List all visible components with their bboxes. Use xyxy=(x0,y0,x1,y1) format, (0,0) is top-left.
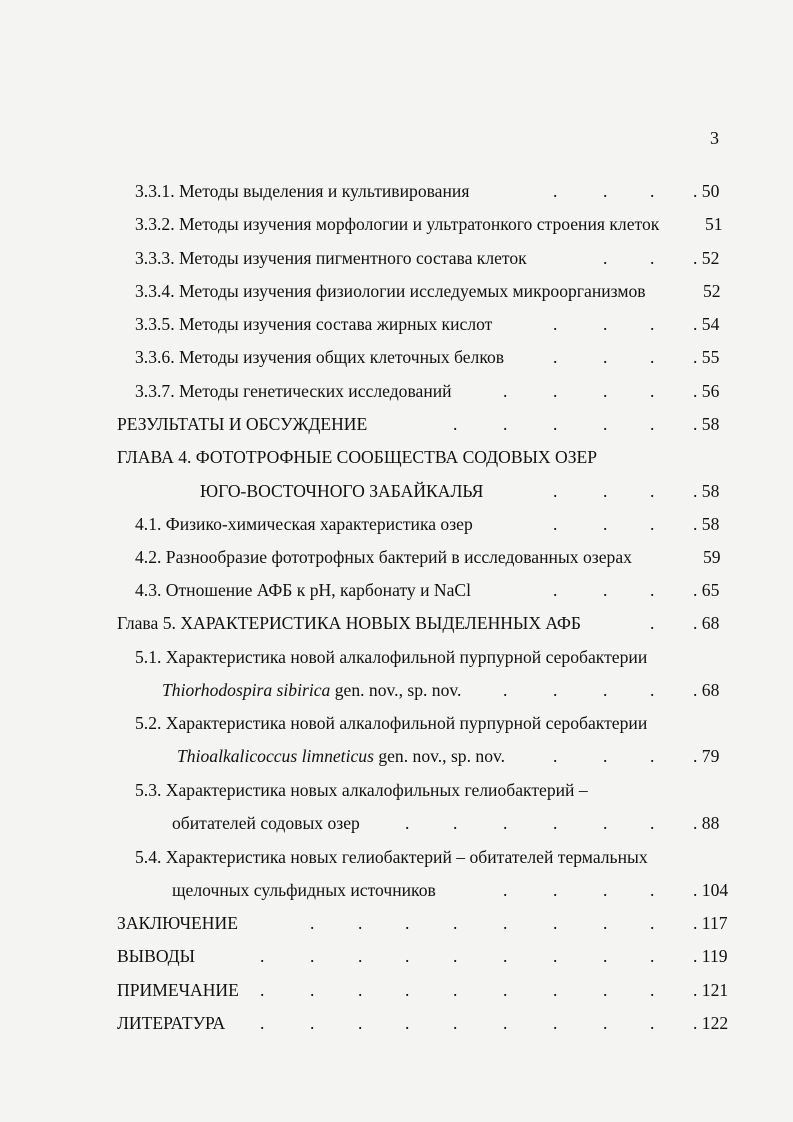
toc-entry-text: 3.3.5. Методы изучения состава жирных кислот xyxy=(135,314,493,334)
leader-dot: . xyxy=(503,813,508,833)
toc-entry-text: Глава 5. ХАРАКТЕРИСТИКА НОВЫХ ВЫДЕЛЕННЫХ АФБ xyxy=(117,613,582,633)
leader-dot: . xyxy=(503,680,508,700)
leader-dot: . xyxy=(503,946,508,966)
leader-dot: . xyxy=(310,913,315,933)
leader-dot: . xyxy=(453,1013,458,1033)
leader-dot: . xyxy=(503,1013,508,1033)
toc-entry-text: 3.3.7. Методы генетических исследований xyxy=(135,381,452,401)
leader-dot: . xyxy=(405,1013,410,1033)
toc-entry-text: РЕЗУЛЬТАТЫ И ОБСУЖДЕНИЕ xyxy=(117,414,368,434)
leader-dot: . xyxy=(650,946,655,966)
leader-dot: . xyxy=(553,913,558,933)
leader-dot: . xyxy=(260,946,265,966)
leader-dot: . xyxy=(358,980,363,1000)
leader-dot: . xyxy=(603,481,608,501)
leader-dot: . xyxy=(503,381,508,401)
leader-dot: . xyxy=(453,946,458,966)
leader-dot: . xyxy=(310,980,315,1000)
leader-dot: . xyxy=(358,913,363,933)
toc-entry-page: . 58 xyxy=(693,514,720,534)
leader-dot: . xyxy=(553,680,558,700)
leader-dot: . xyxy=(553,880,558,900)
leader-dot: . xyxy=(453,414,458,434)
leader-dot: . xyxy=(503,980,508,1000)
leader-dot: . xyxy=(650,248,655,268)
leader-dot: . xyxy=(553,813,558,833)
leader-dot: . xyxy=(553,580,558,600)
toc-entry-text: 4.2. Разнообразие фототрофных бактерий в исследованных озерах xyxy=(135,547,632,567)
toc-entry-page: . 68 xyxy=(693,613,720,633)
leader-dot: . xyxy=(603,414,608,434)
species-name: Thioalkalicoccus limneticus xyxy=(177,746,374,766)
leader-dot: . xyxy=(650,913,655,933)
toc-entry-page: . 50 xyxy=(693,181,720,201)
toc-entry-page: . 121 xyxy=(693,980,729,1000)
toc-entry-text: 4.3. Отношение АФБ к pH, карбонату и NaCl xyxy=(135,580,472,600)
leader-dot: . xyxy=(650,481,655,501)
toc-entry-page: . 88 xyxy=(693,813,720,833)
leader-dot: . xyxy=(603,680,608,700)
toc-entry-text: ЗАКЛЮЧЕНИЕ xyxy=(117,913,238,933)
toc-entry-page: . 79 xyxy=(693,746,720,766)
leader-dot: . xyxy=(603,980,608,1000)
toc-entry-page: . 104 xyxy=(693,880,729,900)
toc-entry-text: 5.4. Характеристика новых гелиобактерий – обитателей термальных xyxy=(135,847,648,867)
leader-dot: . xyxy=(553,347,558,367)
toc-entry-page: . 52 xyxy=(693,248,720,268)
leader-dot: . xyxy=(553,381,558,401)
leader-dot: . xyxy=(453,813,458,833)
toc-entry-text: 3.3.1. Методы выделения и культивирования xyxy=(135,181,470,201)
toc-entry-page: . 54 xyxy=(693,314,720,334)
leader-dot: . xyxy=(603,913,608,933)
leader-dot: . xyxy=(603,746,608,766)
leader-dot: . xyxy=(260,1013,265,1033)
toc-entry-text: ГЛАВА 4. ФОТОТРОФНЫЕ СООБЩЕСТВА СОДОВЫХ ОЗЕР xyxy=(117,447,598,467)
leader-dot: . xyxy=(553,514,558,534)
leader-dot: . xyxy=(650,414,655,434)
leader-dot: . xyxy=(405,946,410,966)
leader-dot: . xyxy=(650,880,655,900)
leader-dot: . xyxy=(603,248,608,268)
toc-entry-text: ПРИМЕЧАНИЕ xyxy=(117,980,239,1000)
leader-dot: . xyxy=(603,181,608,201)
leader-dot: . xyxy=(310,946,315,966)
leader-dot: . xyxy=(603,347,608,367)
leader-dot: . xyxy=(603,381,608,401)
leader-dot: . xyxy=(260,980,265,1000)
toc-entry-text: 4.1. Физико-химическая характеристика озер xyxy=(135,514,473,534)
toc-entry-text: 5.3. Характеристика новых алкалофильных гелиобактерий – xyxy=(135,780,588,800)
leader-dot: . xyxy=(310,1013,315,1033)
toc-entry-page: . 58 xyxy=(693,481,720,501)
leader-dot: . xyxy=(650,746,655,766)
leader-dot: . xyxy=(650,514,655,534)
leader-dot: . xyxy=(650,181,655,201)
leader-dot: . xyxy=(650,813,655,833)
leader-dot: . xyxy=(405,980,410,1000)
toc-entry-page: . 56 xyxy=(693,381,720,401)
leader-dot: . xyxy=(553,946,558,966)
leader-dot: . xyxy=(650,1013,655,1033)
leader-dot: . xyxy=(603,946,608,966)
leader-dot: . xyxy=(503,880,508,900)
leader-dot: . xyxy=(603,514,608,534)
toc-entry-page: 52 xyxy=(703,281,721,301)
leader-dot: . xyxy=(503,913,508,933)
toc-entry-page: . 68 xyxy=(693,680,720,700)
leader-dot: . xyxy=(553,481,558,501)
toc-entry-text: 3.3.3. Методы изучения пигментного состава клеток xyxy=(135,248,527,268)
toc-entry-text xyxy=(162,680,461,700)
leader-dot: . xyxy=(650,381,655,401)
leader-dot: . xyxy=(553,314,558,334)
toc-entry-page: 51 xyxy=(705,214,723,234)
toc-entry-text: ВЫВОДЫ xyxy=(117,946,195,966)
species-suffix: gen. nov., sp. nov. xyxy=(330,680,462,700)
toc-entry-page: . 55 xyxy=(693,347,720,367)
species-suffix: gen. nov., sp. nov. xyxy=(373,746,506,766)
leader-dot: . xyxy=(650,347,655,367)
leader-dot: . xyxy=(553,980,558,1000)
toc-entry-text: 5.1. Характеристика новой алкалофильной пурпурной серобактерии xyxy=(135,647,648,667)
leader-dot: . xyxy=(358,946,363,966)
leader-dot: . xyxy=(650,680,655,700)
toc-entry-text: ЛИТЕРАТУРА xyxy=(117,1013,226,1033)
leader-dot: . xyxy=(603,580,608,600)
leader-dot: . xyxy=(503,414,508,434)
toc-entry-page: . 119 xyxy=(693,946,728,966)
toc-entry-text: 3.3.4. Методы изучения физиологии исследуемых микроорганизмов xyxy=(135,281,646,301)
leader-dot: . xyxy=(405,813,410,833)
toc-entry-page: . 122 xyxy=(693,1013,729,1033)
leader-dot: . xyxy=(553,1013,558,1033)
leader-dot: . xyxy=(650,613,655,633)
toc-entry-text: щелочных сульфидных источников xyxy=(172,880,436,900)
species-name: Thiorhodospira sibirica xyxy=(162,680,331,700)
leader-dot: . xyxy=(603,314,608,334)
leader-dot: . xyxy=(453,913,458,933)
toc-entry-text: 5.2. Характеристика новой алкалофильной пурпурной серобактерии xyxy=(135,713,648,733)
leader-dot: . xyxy=(603,813,608,833)
leader-dot: . xyxy=(453,980,458,1000)
leader-dot: . xyxy=(405,913,410,933)
leader-dot: . xyxy=(650,980,655,1000)
leader-dot: . xyxy=(650,580,655,600)
toc-entry-text: обитателей содовых озер xyxy=(172,813,360,833)
toc-entry-text: ЮГО-ВОСТОЧНОГО ЗАБАЙКАЛЬЯ xyxy=(200,481,484,501)
leader-dot: . xyxy=(603,880,608,900)
toc-entry-text: 3.3.6. Методы изучения общих клеточных белков xyxy=(135,347,505,367)
leader-dot: . xyxy=(553,414,558,434)
toc-entry-page: 59 xyxy=(703,547,721,567)
leader-dot: . xyxy=(553,746,558,766)
toc-entry-text: 3.3.2. Методы изучения морфологии и ультратонкого строения клеток xyxy=(135,214,660,234)
leader-dot: . xyxy=(650,314,655,334)
toc-entry-page: . 58 xyxy=(693,414,720,434)
page-number: 3 xyxy=(710,128,719,148)
leader-dot: . xyxy=(603,1013,608,1033)
toc-entry-page: . 65 xyxy=(693,580,720,600)
leader-dot: . xyxy=(553,181,558,201)
leader-dot: . xyxy=(358,1013,363,1033)
toc-entry-page: . 117 xyxy=(693,913,728,933)
toc-entry-text xyxy=(177,746,505,766)
